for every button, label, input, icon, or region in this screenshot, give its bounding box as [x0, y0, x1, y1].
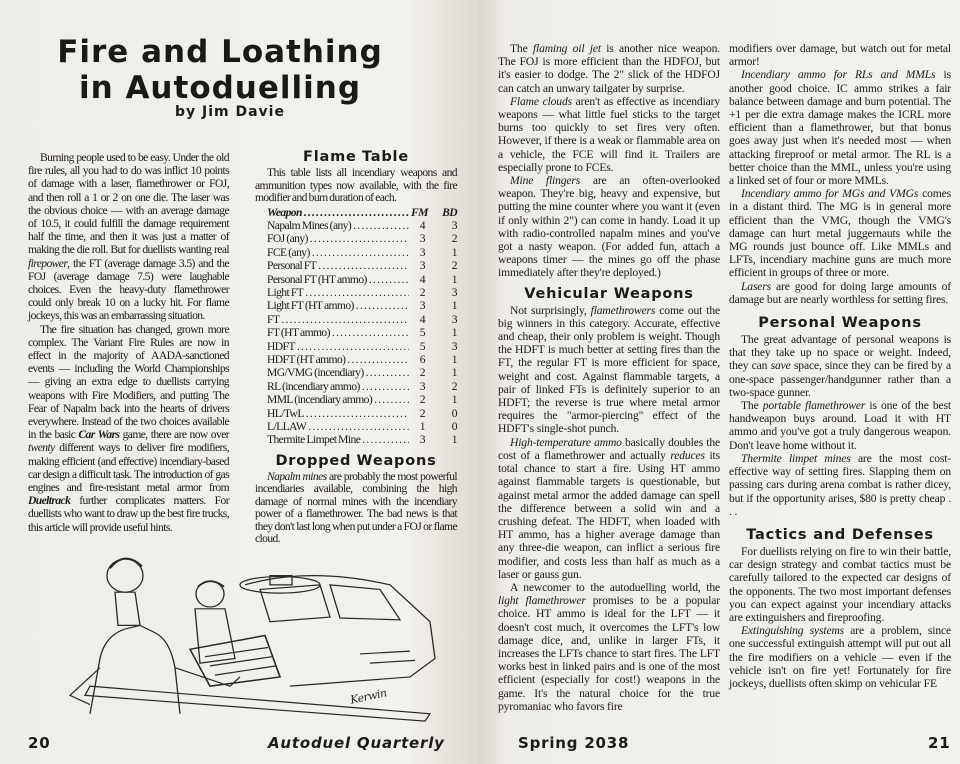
burn-duration: 3 — [451, 339, 457, 353]
issue-date: Spring 2038 — [518, 734, 630, 752]
emphasis-text: Napalm mines — [267, 469, 327, 483]
byline: by Jim Davie — [175, 104, 285, 120]
dot-leader — [308, 420, 409, 433]
flame-table-row — [255, 286, 457, 299]
dot-leader — [347, 353, 409, 366]
weapon-name: FCE (any) — [267, 245, 310, 259]
fire-modifier: 4 — [419, 272, 425, 286]
dot-leader — [362, 433, 409, 446]
flame-table-row — [255, 299, 457, 312]
flame-table-row — [255, 246, 457, 259]
flame-table-row — [255, 219, 457, 232]
weapon-name: FT (HT ammo) — [267, 326, 330, 340]
dot-leader — [366, 366, 409, 379]
emphasis-text: Incendiary ammo for RLs and MMLs — [741, 68, 936, 82]
emphasis-text: Extinguishing systems — [741, 624, 845, 638]
emphasis-text: Lasers — [741, 279, 772, 293]
dot-leader — [353, 219, 409, 232]
text-run: The — [741, 399, 763, 413]
fire-modifier: FM — [411, 205, 428, 219]
burn-duration: 1 — [451, 366, 457, 380]
dot-leader — [297, 340, 409, 353]
text-run: its total chance to start a fire. Using HT ammo against flammable targets is questionable, but against metal armor the added damage can spell the difference between a solid win and a crushing defeat. The HDFT, when loaded with HT ammo, has a higher average damage than any three-die weapon, can inflict a serious fire modifier, and costs less than half as much as a laser or gauss gun. — [498, 448, 720, 581]
text-run: comes in a distant third. The MG is in general more efficient than the VMG, though the VMG's damage can hurt metal juggernauts while the MG rounds just bounce off. Like MMLs and LFTs, incendiary machine guns are much more efficient in groups of three or more. — [729, 187, 951, 280]
paragraph — [729, 68, 951, 187]
weapon-name: Weapon — [267, 205, 302, 219]
paragraph — [729, 452, 951, 518]
burn-duration: 1 — [451, 272, 457, 286]
paragraph — [498, 436, 720, 581]
fire-modifier: 3 — [419, 259, 425, 273]
flame-table-row — [255, 273, 457, 286]
weapon-name: FOJ (any) — [267, 232, 308, 246]
column-3 — [498, 42, 720, 713]
text-run: game, there are now over — [119, 428, 230, 442]
flame-table-row — [255, 340, 457, 353]
fire-modifier: 1 — [419, 420, 425, 433]
emphasis-text: flamethrowers — [590, 303, 656, 317]
weapon-name: Personal FT (HT ammo) — [267, 272, 367, 286]
dot-leader — [369, 273, 409, 286]
text-run: are an often-overlooked weapon. They're big, heavy and expensive, but putting the mine counter where you want it (even if only within 2") can come in handy. Load it up with radio-controlled napalm mines and you've got a nasty weapon. (For added fun, attach a weapons timer — the mines go off the phase immediately after they're deployed.) — [498, 174, 720, 280]
text-run: promises to be a popular choice. HT ammo is ideal for the LFT — it doesn't cost much, it overcomes the LFT's low damage dice, and, unlike in larger FTs, it increases the LFTs chance to start fires. The LFT works best in linked pairs and is one of the most efficient (especially for cost!) weapons in the game. It's the natural choice for the true pyromaniac who favors fire — [498, 594, 720, 713]
flame-table-row — [255, 380, 457, 393]
dot-leader — [305, 286, 409, 299]
flame-table-row — [255, 407, 457, 420]
flame-table — [255, 206, 457, 447]
paragraph — [729, 399, 951, 452]
burn-duration: 1 — [451, 393, 457, 407]
burn-duration: 2 — [451, 232, 457, 246]
paragraph — [28, 323, 229, 534]
dot-leader — [304, 206, 409, 219]
flame-table-header — [255, 206, 457, 219]
intro-text — [28, 151, 229, 534]
fire-modifier: 3 — [419, 379, 425, 393]
paragraph — [28, 151, 229, 323]
fire-modifier: 3 — [419, 245, 425, 259]
text-run: A newcomer to the autoduelling world, the — [510, 580, 720, 594]
emphasis-text: reduces — [670, 448, 705, 462]
text-run: Burning people used to be easy. Under the old fire rules, all you had to do was inflict 10 points of damage with a laser, flamethrower or FOJ, and then roll a 1 or 2 on one die. The laser was the obvious choice — with an average damage of 10.5, it could fulfill the damage requirement half the time, and then it was just a matter of making the die roll. But for duellists wanting real — [28, 151, 229, 257]
dot-leader — [281, 313, 409, 326]
text-run: are good for doing large amounts of damage but are nearly worthless for setting fires. — [729, 279, 951, 306]
fire-modifier: 2 — [419, 393, 425, 407]
paragraph — [498, 95, 720, 174]
weapon-name: HDFT (HT ammo) — [267, 352, 346, 366]
burn-duration: 3 — [451, 285, 457, 299]
emphasis-text: flaming oil jet — [532, 42, 601, 55]
burn-duration: 1 — [451, 352, 457, 366]
dot-leader — [312, 246, 409, 259]
paragraph — [498, 42, 720, 95]
flame-table-row — [255, 366, 457, 379]
fire-modifier: 4 — [419, 312, 425, 326]
weapon-name: HDFT — [267, 339, 295, 353]
paragraph — [729, 333, 951, 399]
column-4 — [729, 42, 951, 690]
vehicular-weapons-heading: Vehicular Weapons — [524, 285, 694, 302]
right-page — [478, 0, 960, 764]
weapon-name: Light FT (HT ammo) — [267, 299, 354, 313]
weapon-name: MML (incendiary ammo) — [267, 393, 373, 407]
fire-modifier: 2 — [419, 285, 425, 299]
flame-table-row — [255, 259, 457, 272]
flame-table-row — [255, 232, 457, 245]
column-1 — [28, 151, 229, 534]
text-run: are the most cost-effective way of setting fires. Slapping them on passing cars during arena combat is rather dicey, but if the opportunity arises, $80 is pretty cheap . . . — [729, 451, 951, 518]
flame-table-row — [255, 393, 457, 406]
fire-modifier: 5 — [419, 339, 425, 353]
dot-leader — [306, 407, 409, 420]
burn-duration: 1 — [451, 245, 457, 259]
text-run: space, since they can be fired by a one-space passenger/handgunner rather than a two-space gunner. — [729, 359, 951, 399]
personal-weapons-heading: Personal Weapons — [758, 315, 922, 332]
dot-leader — [356, 299, 409, 312]
fire-modifier: 5 — [419, 326, 425, 340]
text-run: Not surprisingly, — [510, 303, 591, 317]
dot-leader — [332, 326, 409, 339]
emphasis-text: Flame clouds — [510, 94, 572, 108]
text-run: come out the big winners in this category. Accurate, effective and cheap, their only problem is weight. Though the HDFT is much better at setting fires than the FT, the regular FT is more efficient for space, weight and cost. Against flammable targets, a pair of linked FTs is definitely superior to an HDFT; the reverse is true where metal armor requires the "armor-piercing" effect of the HDFT's single-shot punch. — [498, 303, 720, 436]
burn-duration: BD — [442, 205, 457, 219]
burn-duration: 0 — [451, 420, 457, 433]
burn-duration: 2 — [451, 259, 457, 273]
text-run: aren't as effective as incendiary weapons — what little fuel sticks to the target burns too quickly to set fires very often. However, if there is a weak or flammable area on a vehicle, the FCE will find it. Trailers are especially prone to FCEs. — [498, 94, 720, 174]
fire-modifier: 6 — [419, 352, 425, 366]
text-run: The fire situation has changed, grown more complex. The Variant Fire Rules are now in effect in the majority of AADA-sanctioned events — including the World Championships — giving an extra edge to duellists carrying weapons with Fire Modifiers, and putting The Fear of Napalm back into the hearts of drivers everywhere. Instead of the two choices available in the basic — [28, 322, 229, 442]
tactics-text — [729, 545, 951, 690]
emphasis-text: High-temperature ammo — [510, 435, 622, 449]
fire-modifier: 2 — [419, 366, 425, 380]
burn-duration: 3 — [451, 312, 457, 326]
dot-leader — [310, 232, 409, 245]
text-run: The — [510, 42, 533, 55]
paragraph — [498, 174, 720, 280]
weapon-name: RL (incendiary ammo) — [267, 379, 360, 393]
tactics-heading: Tactics and Defenses — [746, 526, 934, 543]
emphasis-text: save — [770, 359, 791, 373]
text-run: is another nice weapon. The FOJ is more efficient than the HDFOJ, but it's easier to dodge. The 2" slick of the HDFOJ can catch an unwary tailgater by surprise. — [498, 42, 720, 95]
flame-table-row — [255, 353, 457, 366]
emphasis-text: Mine flingers — [510, 174, 581, 188]
flame-table-row — [255, 326, 457, 339]
illustrator-signature: Kerwin — [349, 686, 388, 707]
paragraph — [729, 624, 951, 690]
burn-duration: 0 — [451, 406, 457, 420]
column-3-intro-text — [498, 42, 720, 280]
weapon-name: Light FT — [267, 285, 304, 299]
text-run: different ways to deliver fire modifiers, making efficient (and effective) incendiary-based car design a difficult task. The introduction of gas engines and fire-resistant metal armor from — [28, 441, 229, 495]
title-line-1: Fire and Loathing — [57, 34, 383, 70]
text-run: The great advantage of personal weapons is that they take up no space or weight. Indeed, they can — [729, 333, 951, 373]
text-run: For duellists relying on fire to win their battle, car design strategy and combat tactics must be carefully tailored to the expected car designs of the opponents. The two most important defenses you can expect against your incendiary attacks are extinguishers and fireproofing. — [729, 544, 951, 624]
text-run: basically doubles the cost of a flamethrower and actually — [498, 435, 720, 462]
paragraph — [255, 471, 457, 546]
paragraph — [498, 304, 720, 436]
emphasis-text: Thermite limpet mines — [741, 451, 851, 465]
emphasis-text: light flamethrower — [498, 594, 586, 608]
fire-modifier: 2 — [419, 406, 425, 420]
dropped-weapons-text — [255, 471, 457, 546]
page-number-right: 21 — [928, 734, 951, 752]
dot-leader — [318, 259, 409, 272]
burn-duration: 2 — [451, 379, 457, 393]
emphasis-text: twenty — [28, 441, 55, 455]
left-page — [0, 0, 478, 764]
burn-duration: 1 — [451, 326, 457, 340]
weapon-name: HL/TwL — [267, 406, 304, 420]
vehicular-weapons-text — [498, 304, 720, 713]
fire-modifier: 4 — [419, 218, 425, 232]
personal-weapons-text — [729, 333, 951, 518]
paragraph — [729, 42, 951, 68]
text-run: , the FT (average damage 3.5) and the FOJ (average damage 7.5) were laughable choices. Even the heavy-duty flamethrower could only break 10 on a lucky hit. For flame jockeys, this was an embarrassing situation. — [28, 256, 229, 323]
magazine-title: Autoduel Quarterly — [268, 734, 445, 752]
paragraph — [729, 545, 951, 624]
fire-modifier: 3 — [419, 299, 425, 313]
emphasis-text: Dueltrack — [28, 494, 71, 508]
weapon-name: L/LLAW — [267, 420, 307, 433]
text-run: are a problem, since one successful extinguish attempt will put out all the fire modifiers on a vehicle — even if the vehicle isn't on fire yet! Fortunately for fire jockeys, duellists often skimp on vehicular FE — [729, 624, 951, 690]
text-run: modifiers over damage, but watch out for metal armor! — [729, 42, 951, 69]
dropped-weapons-heading: Dropped Weapons — [275, 452, 437, 469]
burn-duration: 1 — [451, 299, 457, 313]
text-run: is one of the best handweapon buys around. Load it with HT ammo and you've got a truly dangerous weapon. Don't leave home without it. — [729, 399, 951, 452]
fire-modifier: 3 — [419, 433, 425, 447]
text-run: is another good choice. IC ammo strikes a fair balance between damage and burn potential. The +1 per die extra damage makes the ICRL more efficient than a flamethrower, but that bonus goes away just when it's needed most — when attacking fireproof or metal armor. The RL is a better choice than the MML, unless you're using a linked set of four or more MMLs. — [729, 68, 951, 188]
column-2 — [255, 148, 457, 546]
weapon-name: Thermite Limpet Mine — [267, 433, 361, 447]
title-line-2: in Autoduelling — [78, 70, 362, 106]
emphasis-text: Incendiary ammo for MGs and VMGs — [741, 187, 919, 201]
text-run: are probably the most powerful incendiaries available, combining the high damage of normal mines with the incendiary power of a flamethrower. The bad news is that they don't last long when put under a FOJ or flame cloud. — [255, 469, 458, 546]
burn-duration: 1 — [451, 433, 457, 447]
flame-table-row — [255, 313, 457, 326]
flame-table-heading: Flame Table — [303, 149, 409, 165]
paragraph — [729, 280, 951, 306]
article-title — [40, 34, 400, 106]
emphasis-text: portable flamethrower — [762, 399, 866, 413]
flame-table-intro: This table lists all incendiary weapons and ammunition types now available, with the fire modifier and burn duration of each. — [255, 166, 457, 204]
weapon-name: FT — [267, 312, 280, 326]
paragraph — [729, 187, 951, 279]
flame-table-row — [255, 420, 457, 433]
text-run: further complicates matters. For duellists who want to draw up the best fire trucks, this article will provide useful hints. — [28, 494, 229, 534]
fire-modifier: 3 — [419, 232, 425, 246]
dot-leader — [362, 380, 409, 393]
weapon-name: MG/VMG (incendiary) — [267, 366, 364, 380]
page-number-left: 20 — [28, 734, 51, 752]
weapon-name: Personal FT — [267, 259, 317, 273]
burn-duration: 3 — [451, 218, 457, 232]
weapon-name: Napalm Mines (any) — [267, 218, 352, 232]
flame-table-row — [255, 433, 457, 446]
emphasis-text: Car Wars — [78, 428, 120, 442]
paragraph — [498, 581, 720, 713]
emphasis-text: firepower — [28, 256, 68, 270]
dot-leader — [374, 393, 409, 406]
column-4-intro-text — [729, 42, 951, 306]
